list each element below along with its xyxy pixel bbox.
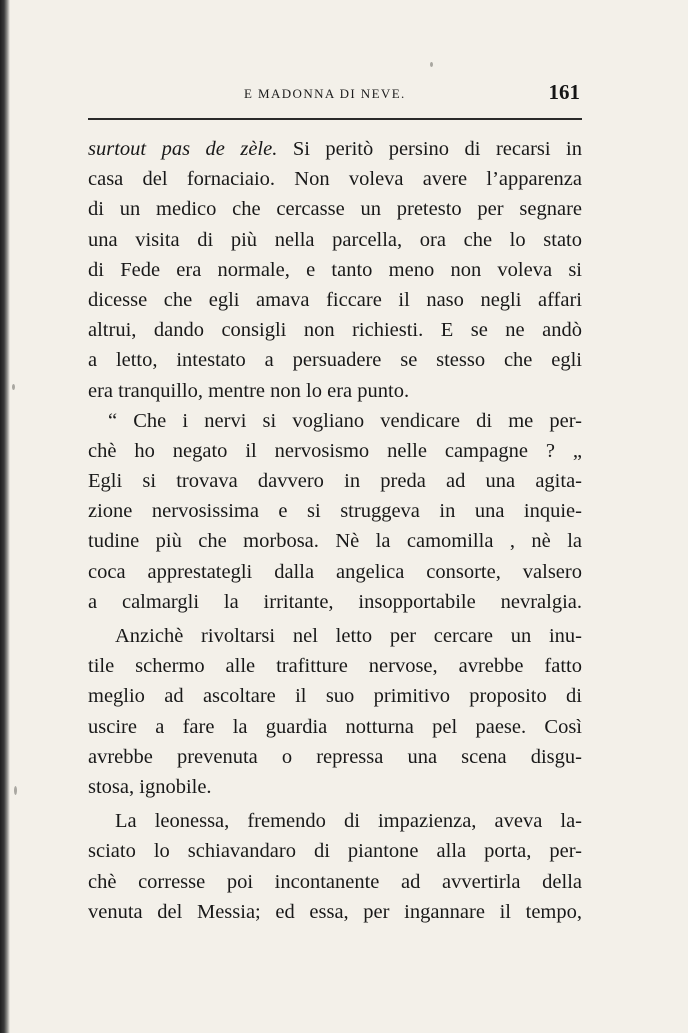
text-line: uscire a fare la guardia notturna pel paese. Così	[88, 715, 582, 738]
text-line: avrebbe prevenuta o repressa una scena disgu-	[88, 745, 582, 768]
text-line: stosa, ignobile.	[88, 775, 212, 798]
paragraph	[88, 134, 582, 406]
text-line: a letto, intestato a persuadere se stesso che egli	[88, 349, 582, 372]
text-line: tile schermo alle trafitture nervose, avrebbe fatto	[88, 655, 582, 678]
running-title: E MADONNA DI NEVE.	[244, 86, 406, 101]
paper-speck	[12, 384, 15, 390]
paragraph	[88, 806, 582, 927]
text-line: meglio ad ascoltare il suo primitivo proposito di	[88, 685, 582, 708]
text-line: Anzichè rivoltarsi nel letto per cercare un inu-	[115, 625, 582, 647]
text-line: a calmargli la irritante, insopportabile nevralgia.	[88, 590, 582, 613]
running-header	[88, 80, 580, 110]
text-line	[88, 134, 582, 164]
page-binding-edge	[0, 0, 10, 1033]
text-line: Egli si trovava davvero in preda ad una agita-	[88, 470, 582, 493]
text-line: coca apprestategli dalla angelica consorte, valsero	[88, 560, 582, 583]
text-line: casa del fornaciaio. Non voleva avere l’apparenza	[88, 168, 582, 191]
text-line: La leonessa, fremendo di impazienza, aveva la-	[115, 810, 582, 833]
paper-speck	[14, 786, 17, 795]
text-line: tudine più che morbosa. Nè la camomilla , nè la	[88, 530, 582, 553]
text-line: zione nervosissima e si struggeva in una inquie-	[88, 500, 582, 523]
page-number: 161	[548, 80, 580, 104]
text-line: chè corresse poi incontanente ad avvertirla della	[88, 870, 582, 893]
text-run: Si peritò persino di recarsi in	[277, 138, 583, 160]
text-line: chè ho negato il nervosismo nelle campagne ? „	[88, 439, 582, 462]
text-line: venuta del Messia; ed essa, per ingannare il tempo,	[88, 900, 582, 923]
text-line: “ Che i nervi si vogliano vendicare di me per-	[108, 409, 582, 432]
text-line: di Fede era normale, e tanto meno non voleva si	[88, 258, 582, 281]
paper-speck	[430, 62, 433, 67]
italic-phrase: surtout pas de zèle.	[88, 138, 278, 160]
text-line: sciato lo schiavandaro di piantone alla porta, per-	[88, 840, 582, 863]
text-line: dicesse che egli amava ficcare il naso negli affari	[88, 288, 582, 311]
text-line: una visita di più nella parcella, ora che lo stato	[88, 228, 582, 251]
text-line: era tranquillo, mentre non lo era punto.	[88, 379, 410, 402]
paragraph	[88, 621, 582, 802]
paragraph	[88, 406, 582, 617]
body-text	[88, 134, 582, 927]
text-line: di un medico che cercasse un pretesto per segnare	[88, 198, 582, 221]
header-rule	[88, 118, 582, 120]
text-line: altrui, dando consigli non richiesti. E se ne andò	[88, 319, 582, 342]
